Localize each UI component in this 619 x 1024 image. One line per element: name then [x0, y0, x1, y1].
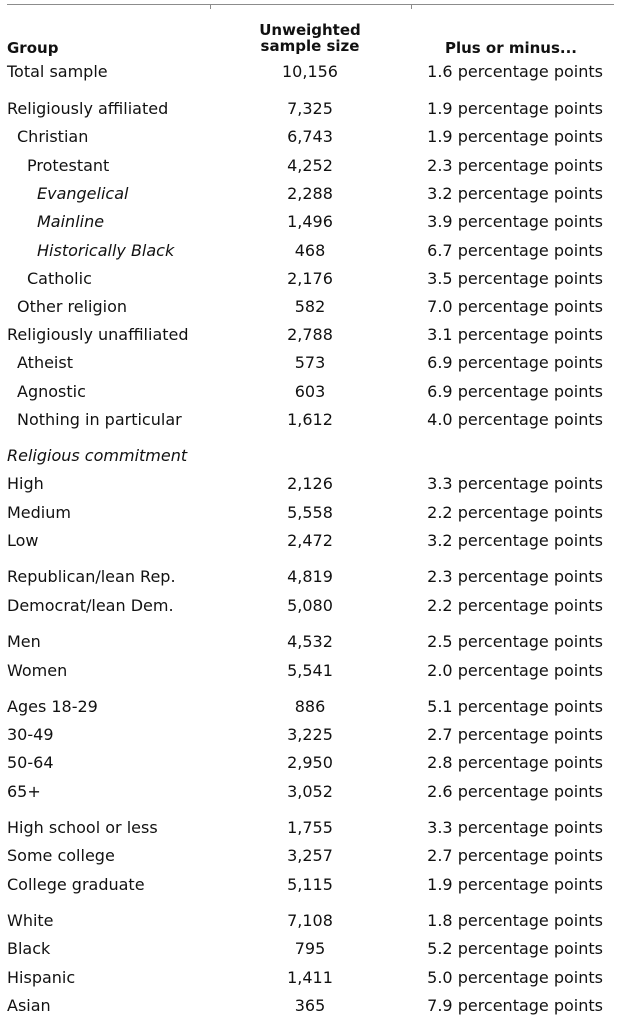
table-row	[0, 381, 619, 403]
margin-of-error-cell: 3.2 percentage points	[427, 184, 603, 203]
margin-of-error-cell: 3.3 percentage points	[427, 474, 603, 493]
margin-of-error-cell: 5.1 percentage points	[427, 697, 603, 716]
margin-of-error-cell: 5.0 percentage points	[427, 968, 603, 987]
table-row	[0, 126, 619, 148]
sample-size-cell: 4,532	[287, 632, 333, 651]
table-row	[0, 566, 619, 588]
group-cell: Democrat/lean Dem.	[7, 596, 174, 615]
sample-size-cell: 4,819	[287, 567, 333, 586]
group-cell: Republican/lean Rep.	[7, 567, 176, 586]
margin-of-error-cell: 3.1 percentage points	[427, 325, 603, 344]
sample-size-cell: 7,325	[287, 99, 333, 118]
table-row	[0, 268, 619, 290]
group-cell: Religious commitment	[7, 446, 188, 465]
group-cell: Medium	[7, 503, 71, 522]
table-row	[0, 155, 619, 177]
sample-size-cell: 5,115	[287, 875, 333, 894]
table-row	[0, 631, 619, 653]
group-cell: 65+	[7, 782, 41, 801]
table-row	[0, 781, 619, 803]
margin-of-error-cell: 2.8 percentage points	[427, 753, 603, 772]
group-cell: Evangelical	[37, 184, 129, 203]
table-row	[0, 61, 619, 83]
table-row	[0, 502, 619, 524]
group-cell: College graduate	[7, 875, 145, 894]
margin-of-error-cell: 1.9 percentage points	[427, 99, 603, 118]
sample-size-cell: 2,288	[287, 184, 333, 203]
group-cell: Some college	[7, 846, 115, 865]
group-cell: Agnostic	[17, 382, 86, 401]
group-cell: 50-64	[7, 753, 54, 772]
group-cell: Catholic	[27, 269, 92, 288]
header-group: Group	[7, 39, 59, 57]
sample-size-cell: 2,950	[287, 753, 333, 772]
group-cell: Hispanic	[7, 968, 76, 987]
table-row	[0, 910, 619, 932]
table-row	[0, 874, 619, 896]
sample-size-cell: 5,541	[287, 661, 333, 680]
sample-size-cell: 886	[294, 697, 326, 716]
margin-of-error-cell: 2.5 percentage points	[427, 632, 603, 651]
margin-of-error-cell: 2.7 percentage points	[427, 725, 603, 744]
margin-of-error-cell: 7.0 percentage points	[427, 297, 603, 316]
sample-size-cell: 2,126	[287, 474, 333, 493]
group-cell: Men	[7, 632, 41, 651]
table-row	[0, 995, 619, 1017]
margin-of-error-cell: 2.2 percentage points	[427, 596, 603, 615]
table-row	[0, 817, 619, 839]
sample-size-cell: 603	[294, 382, 326, 401]
table-row	[0, 296, 619, 318]
group-cell: Total sample	[7, 62, 108, 81]
margin-of-error-cell: 4.0 percentage points	[427, 410, 603, 429]
margin-of-error-cell: 2.3 percentage points	[427, 156, 603, 175]
margin-of-error-cell: 6.9 percentage points	[427, 382, 603, 401]
margin-of-error-cell: 2.0 percentage points	[427, 661, 603, 680]
header-margin-of-error: Plus or minus...	[444, 39, 578, 57]
sample-size-cell: 2,472	[287, 531, 333, 550]
group-cell: Asian	[7, 996, 51, 1015]
sample-size-cell: 573	[294, 353, 326, 372]
sample-size-cell: 5,080	[287, 596, 333, 615]
group-cell: 30-49	[7, 725, 54, 744]
margin-of-error-cell: 5.2 percentage points	[427, 939, 603, 958]
margin-of-error-cell: 3.2 percentage points	[427, 531, 603, 550]
sample-size-cell: 3,052	[287, 782, 333, 801]
group-cell: Ages 18-29	[7, 697, 98, 716]
margin-of-error-cell: 7.9 percentage points	[427, 996, 603, 1015]
sample-size-cell: 5,558	[287, 503, 333, 522]
group-cell: Other religion	[17, 297, 128, 316]
sample-size-cell: 1,755	[287, 818, 333, 837]
sample-size-cell: 6,743	[287, 127, 333, 146]
margin-of-error-cell: 6.9 percentage points	[427, 353, 603, 372]
margin-of-error-cell: 2.3 percentage points	[427, 567, 603, 586]
sample-size-cell: 1,411	[287, 968, 333, 987]
group-cell: Protestant	[27, 156, 110, 175]
sample-size-cell: 4,252	[287, 156, 333, 175]
group-cell: Black	[7, 939, 51, 958]
sample-size-cell: 3,257	[287, 846, 333, 865]
table-row	[0, 967, 619, 989]
table-row	[0, 183, 619, 205]
table-row	[0, 240, 619, 262]
table-row	[0, 660, 619, 682]
sample-size-cell: 1,496	[287, 212, 333, 231]
table-row	[0, 352, 619, 374]
margin-of-error-cell: 1.8 percentage points	[427, 911, 603, 930]
table-row	[0, 724, 619, 746]
margin-of-error-cell: 3.9 percentage points	[427, 212, 603, 231]
margin-of-error-cell: 3.3 percentage points	[427, 818, 603, 837]
table-row	[0, 938, 619, 960]
margin-of-error-cell: 1.6 percentage points	[427, 62, 603, 81]
sample-size-cell: 10,156	[282, 62, 338, 81]
table-row	[0, 845, 619, 867]
sample-size-cell: 7,108	[287, 911, 333, 930]
header-sample-line1: Unweighted	[259, 21, 361, 39]
margin-of-error-cell: 2.2 percentage points	[427, 503, 603, 522]
margin-of-error-cell: 1.9 percentage points	[427, 875, 603, 894]
table-row	[0, 211, 619, 233]
margin-of-error-cell: 2.7 percentage points	[427, 846, 603, 865]
table-row	[0, 409, 619, 431]
table-row	[0, 595, 619, 617]
group-cell: Atheist	[17, 353, 73, 372]
group-cell: Religiously unaffiliated	[7, 325, 189, 344]
margin-of-error-cell: 3.5 percentage points	[427, 269, 603, 288]
group-cell: Nothing in particular	[17, 410, 182, 429]
sample-size-cell: 2,788	[287, 325, 333, 344]
sample-size-cell: 365	[294, 996, 326, 1015]
sample-size-cell: 582	[294, 297, 326, 316]
header-sample-line2: sample size	[260, 37, 360, 55]
section-heading-row	[0, 445, 619, 467]
margin-of-error-cell: 6.7 percentage points	[427, 241, 603, 260]
table-row	[0, 98, 619, 120]
group-cell: High	[7, 474, 44, 493]
margin-of-error-cell: 1.9 percentage points	[427, 127, 603, 146]
table-row	[0, 530, 619, 552]
group-cell: High school or less	[7, 818, 158, 837]
sample-size-cell: 468	[294, 241, 326, 260]
group-cell: White	[7, 911, 54, 930]
table-row	[0, 473, 619, 495]
sample-size-cell: 795	[294, 939, 326, 958]
table-row	[0, 696, 619, 718]
sample-size-cell: 2,176	[287, 269, 333, 288]
sample-size-cell: 1,612	[287, 410, 333, 429]
group-cell: Christian	[17, 127, 89, 146]
group-cell: Historically Black	[37, 241, 175, 260]
group-cell: Low	[7, 531, 39, 550]
sample-size-cell: 3,225	[287, 725, 333, 744]
group-cell: Women	[7, 661, 68, 680]
table-row	[0, 324, 619, 346]
table-row	[0, 752, 619, 774]
group-cell: Mainline	[37, 212, 105, 231]
margin-of-error-cell: 2.6 percentage points	[427, 782, 603, 801]
group-cell: Religiously affiliated	[7, 99, 169, 118]
